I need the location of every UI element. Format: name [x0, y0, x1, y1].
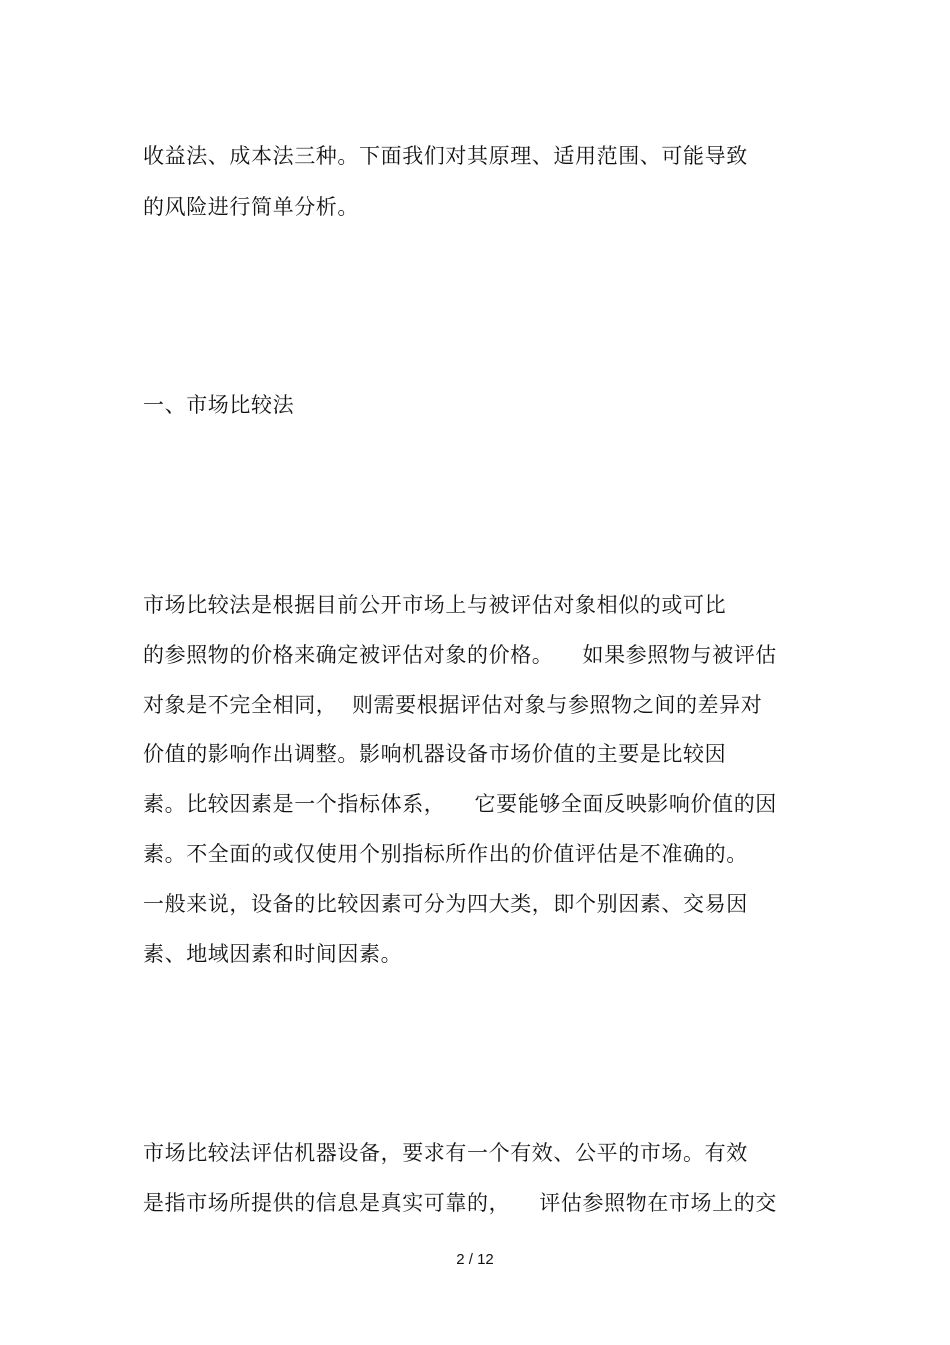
text-line: 素。比较因素是一个指标体系， 它要能够全面反映影响价值的因 [143, 792, 777, 816]
page-number: 2 / 12 [456, 1251, 494, 1268]
text-line: 收益法、成本法三种。下面我们对其原理、适用范围、可能导致 [143, 144, 748, 168]
text-line: 的参照物的价格来确定被评估对象的价格。 如果参照物与被评估 [143, 643, 777, 667]
text-line: 一般来说，设备的比较因素可分为四大类，即个别因素、交易因 [143, 892, 748, 916]
text-line: 市场比较法评估机器设备，要求有一个有效、公平的市场。有效 [143, 1141, 748, 1165]
text-line: 素、地域因素和时间因素。 [143, 942, 403, 966]
text-line: 对象是不完全相同， 则需要根据评估对象与参照物之间的差异对 [143, 693, 763, 717]
text-line: 素。不全面的或仅使用个别指标所作出的价值评估是不准确的。 [143, 842, 748, 866]
text-line: 价值的影响作出调整。影响机器设备市场价值的主要是比较因 [143, 742, 727, 766]
text-line: 市场比较法是根据目前公开市场上与被评估对象相似的或可比 [143, 593, 727, 617]
text-line: 是指市场所提供的信息是真实可靠的， 评估参照物在市场上的交 [143, 1191, 777, 1215]
section-title: 一、市场比较法 [143, 393, 295, 417]
text-line: 的风险进行简单分析。 [143, 195, 359, 219]
